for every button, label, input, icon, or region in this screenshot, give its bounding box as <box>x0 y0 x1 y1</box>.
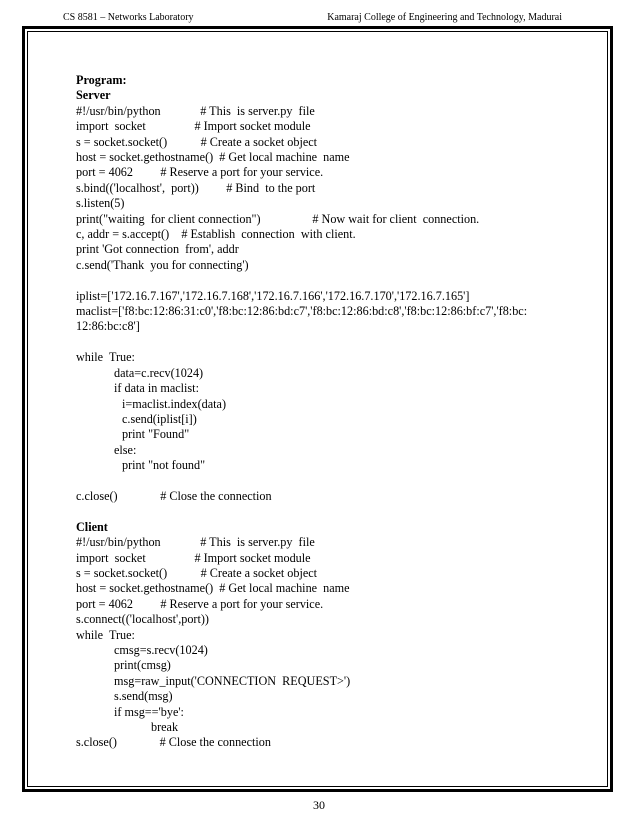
code-line: 12:86:bc:c8'] <box>76 319 140 334</box>
code-line: print "Found" <box>122 427 190 442</box>
code-line: break <box>151 720 179 734</box>
header-course-code: CS 8581 – Networks Laboratory <box>63 12 194 23</box>
code-line: if data in maclist: <box>114 381 199 396</box>
blank-line <box>76 273 576 288</box>
code-line: s = socket.socket() # Create a socket object <box>76 565 318 580</box>
code-line: s = socket.socket() # Create a socket object <box>76 134 318 149</box>
code-line: s.bind(('localhost', port)) # Bind to the port <box>76 180 316 195</box>
code-line: print 'Got connection from', addr <box>76 242 239 257</box>
code-line: port = 4062 # Reserve a port for your service. <box>76 165 324 180</box>
code-line: import socket # Import socket module <box>76 119 311 134</box>
code-line: cmsg=s.recv(1024) <box>114 642 208 657</box>
code-line: c.close() # Close the connection <box>76 488 272 503</box>
code-line: print "not found" <box>122 458 206 473</box>
code-line: host = socket.gethostname() # Get local machine name <box>76 581 350 596</box>
code-line: print(cmsg) <box>114 658 171 673</box>
code-line: else: <box>114 442 137 457</box>
code-line: c.send('Thank you for connecting') <box>76 257 249 272</box>
code-line: i=maclist.index(data) <box>122 396 226 411</box>
code-line: iplist=['172.16.7.167','172.16.7.168','172.16.7.166','172.16.7.170','172.16.7.165'] <box>76 288 470 303</box>
section-heading: Server <box>76 88 111 103</box>
code-line: #!/usr/bin/python # This is server.py file <box>76 535 315 550</box>
code-line: while True: <box>76 627 135 642</box>
program-listing <box>76 73 576 751</box>
blank-line <box>76 335 576 350</box>
blank-line <box>76 474 576 489</box>
code-line: port = 4062 # Reserve a port for your service. <box>76 596 324 611</box>
code-line: #!/usr/bin/python # This is server.py file <box>76 103 315 118</box>
code-line: data=c.recv(1024) <box>114 365 204 380</box>
page-number: 30 <box>313 798 325 812</box>
header-institution: Kamaraj College of Engineering and Technology, Madurai <box>327 12 562 23</box>
code-line: c, addr = s.accept() # Establish connection with client. <box>76 227 356 242</box>
code-line: while True: <box>76 350 135 365</box>
blank-line <box>76 504 576 519</box>
code-line: import socket # Import socket module <box>76 550 311 565</box>
code-line: s.connect(('localhost',port)) <box>76 612 209 627</box>
code-line: c.send(iplist[i]) <box>122 411 197 426</box>
code-line: if msg=='bye': <box>114 704 184 719</box>
code-line: host = socket.gethostname() # Get local machine name <box>76 150 350 165</box>
code-line: s.send(msg) <box>114 689 173 704</box>
section-heading: Client <box>76 519 108 534</box>
code-line: s.close() # Close the connection <box>76 735 271 750</box>
code-line: print("waiting for client connection") # Now wait for client connection. <box>76 211 480 226</box>
code-line: s.listen(5) <box>76 196 125 211</box>
code-line: maclist=['f8:bc:12:86:31:c0','f8:bc:12:86:bd:c7','f8:bc:12:86:bd:c8','f8:bc:12:86:bf:c7','f8:bc: <box>76 304 528 319</box>
code-line: msg=raw_input('CONNECTION REQUEST>') <box>114 673 351 688</box>
section-heading: Program: <box>76 73 127 87</box>
